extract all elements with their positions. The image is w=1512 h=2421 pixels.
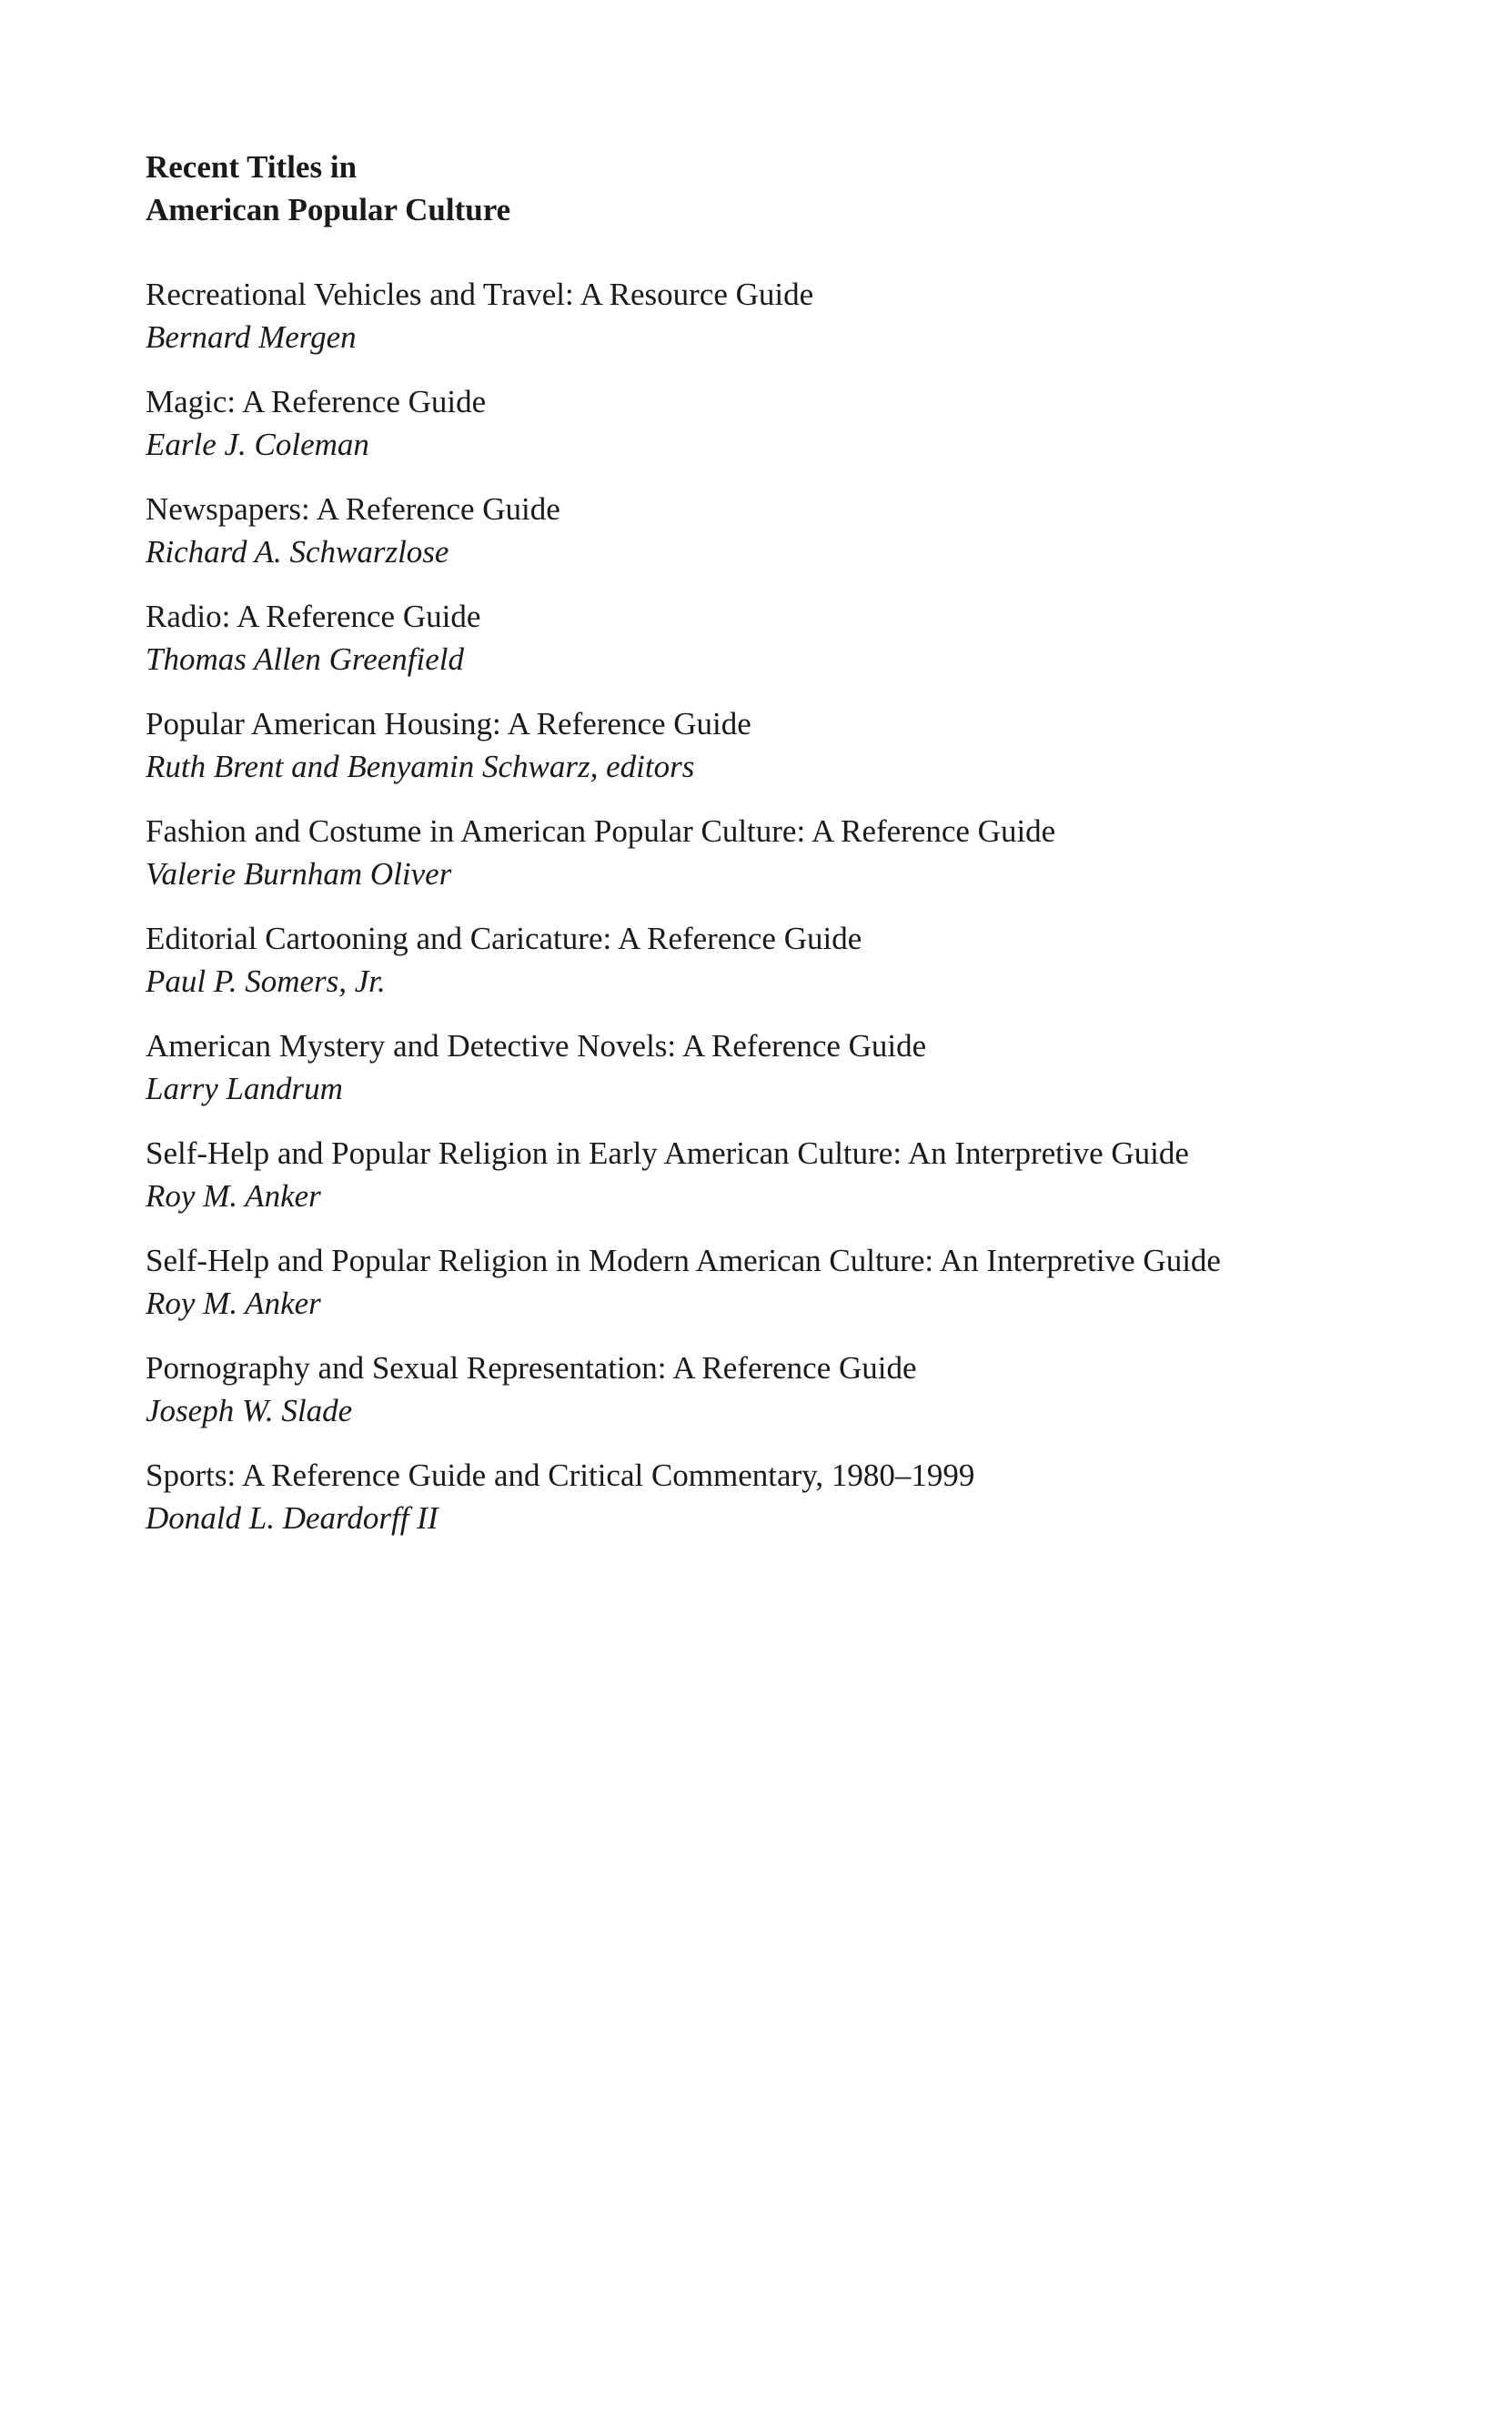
list-item xyxy=(146,273,1437,358)
list-item xyxy=(146,1024,1437,1110)
book-author: Richard A. Schwarzlose xyxy=(146,534,449,570)
book-title: Editorial Cartooning and Caricature: A Reference Guide xyxy=(146,921,862,956)
book-author: Ruth Brent and Benyamin Schwarz, editors xyxy=(146,749,695,784)
book-author: Roy M. Anker xyxy=(146,1178,321,1214)
book-title: Popular American Housing: A Reference Guide xyxy=(146,706,751,741)
book-author: Donald L. Deardorff II xyxy=(146,1500,438,1536)
book-title: American Mystery and Detective Novels: A Reference Guide xyxy=(146,1028,927,1064)
book-title: Pornography and Sexual Representation: A Reference Guide xyxy=(146,1350,917,1386)
book-title: Sports: A Reference Guide and Critical Commentary, 1980–1999 xyxy=(146,1458,975,1493)
book-author: Paul P. Somers, Jr. xyxy=(146,963,386,999)
list-item xyxy=(146,595,1437,681)
list-item xyxy=(146,702,1437,788)
list-item xyxy=(146,380,1437,466)
list-item xyxy=(146,810,1437,895)
list-item xyxy=(146,488,1437,573)
book-title: Newspapers: A Reference Guide xyxy=(146,491,560,527)
list-item xyxy=(146,1132,1437,1217)
series-heading-line-1: Recent Titles in xyxy=(146,149,358,185)
series-page xyxy=(146,146,1437,1561)
book-author: Larry Landrum xyxy=(146,1071,343,1106)
book-title: Self-Help and Popular Religion in Modern American Culture: An Interpretive Guide xyxy=(146,1243,1221,1278)
book-title: Self-Help and Popular Religion in Early American Culture: An Interpretive Guide xyxy=(146,1135,1189,1171)
series-heading-line-2: American Popular Culture xyxy=(146,192,511,227)
book-author: Roy M. Anker xyxy=(146,1286,321,1321)
title-list xyxy=(146,273,1437,1539)
book-author: Joseph W. Slade xyxy=(146,1393,353,1428)
list-item xyxy=(146,1239,1437,1325)
list-item xyxy=(146,1454,1437,1539)
book-author: Thomas Allen Greenfield xyxy=(146,641,464,677)
list-item xyxy=(146,917,1437,1003)
book-title: Radio: A Reference Guide xyxy=(146,599,481,634)
book-title: Fashion and Costume in American Popular Culture: A Reference Guide xyxy=(146,813,1056,849)
book-author: Earle J. Coleman xyxy=(146,427,369,462)
book-title: Recreational Vehicles and Travel: A Resource Guide xyxy=(146,277,814,312)
book-author: Valerie Burnham Oliver xyxy=(146,856,452,892)
book-title: Magic: A Reference Guide xyxy=(146,384,487,419)
list-item xyxy=(146,1347,1437,1432)
book-author: Bernard Mergen xyxy=(146,319,357,355)
series-heading xyxy=(146,146,1437,231)
